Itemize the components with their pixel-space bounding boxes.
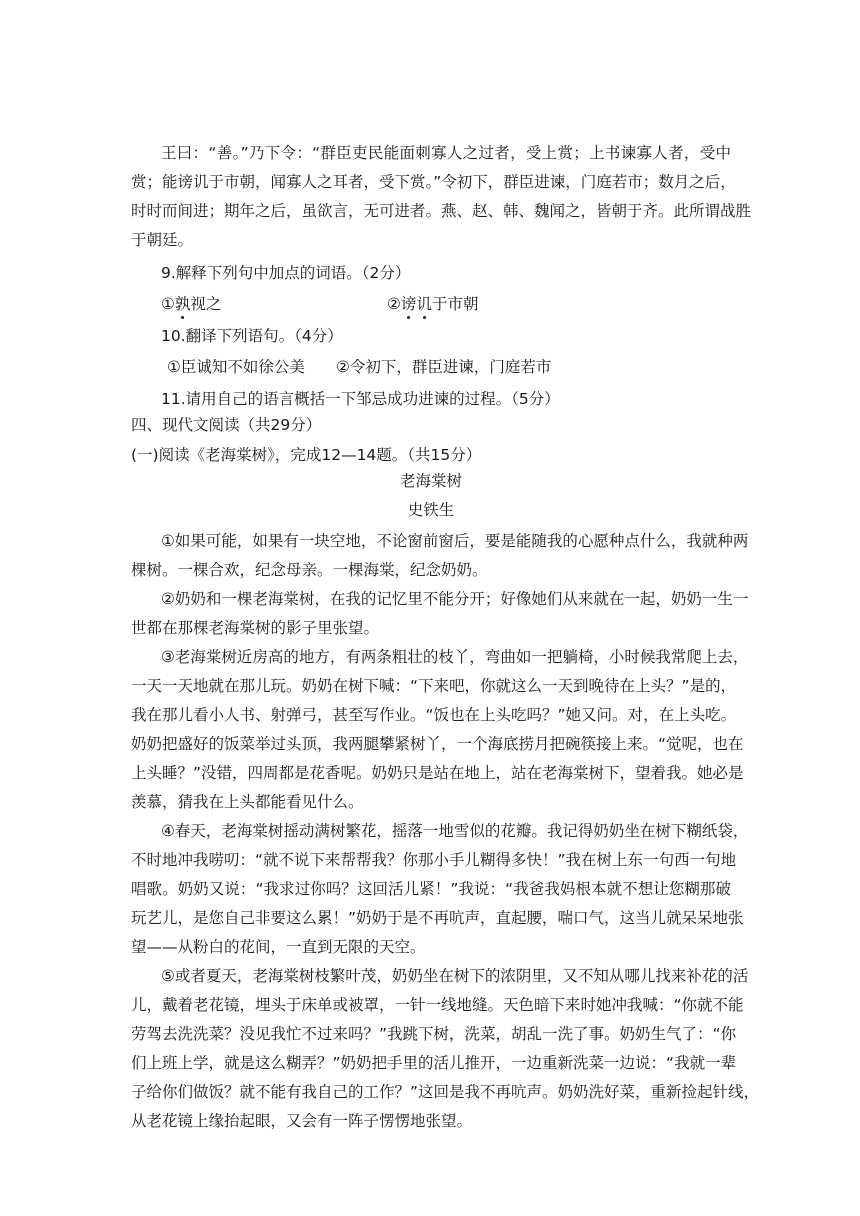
passage-line: 于朝廷。 [131,231,194,249]
article-line: 不时地冲我唠叨：“就不说下来帮帮我？你那小手儿糊得多快！”我在树上东一句西一句地 [131,851,737,869]
article-line: 上头睡？”没错，四周都是花香呢。奶奶只是站在地上，站在老海棠树下，望着我。她必是 [131,764,744,782]
article-line: ⑤或者夏天，老海棠树枝繁叶茂，奶奶坐在树下的浓阴里，又不知从哪儿找来补花的活 [161,967,749,985]
article-author: 史铁生 [407,501,455,519]
article-line: 从老花镜上缘抬起眼，又会有一阵子愣愣地张望。 [131,1112,473,1130]
article-line: 望——从粉白的花间，一直到无限的天空。 [131,938,426,956]
article-line: 羡慕，猜我在上头都能看见什么。 [131,793,364,811]
article-line: 唱歌。奶奶又说：“我求过你吗？这回活儿紧！”我说：“我爸我妈根本就不想让您糊那破 [131,880,731,898]
article-line: ②奶奶和一棵老海棠树，在我的记忆里不能分开；好像她们从来就在一起，奶奶一生一 [161,590,749,608]
item-number: ② [387,295,401,313]
question-9-item-b [387,294,478,314]
article-line: ①如果可能，如果有一块空地，不论窗前窗后，要是能随我的心愿种点什么，我就种两 [161,532,749,550]
dotted-word: 孰 [174,295,191,313]
article-line: 一天一天地就在那儿玩。奶奶在树下喊：“下来吧，你就这么一天到晚待在上头？”是的， [131,677,737,695]
article-line: 我在那儿看小人书、射弹弓，甚至写作业。“饭也在上头吃吗？”她又问。对，在上头吃。 [131,706,737,724]
question-11-stem: 11.请用自己的语言概括一下邹忌成功进谏的过程。（5分） [161,390,560,408]
article-line: 世都在那棵老海棠树的影子里张望。 [131,619,380,637]
article-line: 儿，戴着老花镜，埋头于床单或被罩，一针一线地缝。天色暗下来时她冲我喊：“你就不能 [131,996,744,1014]
article-line: ④春天，老海棠树摇动满树繁花，摇落一地雪似的花瓣。我记得奶奶坐在树下糊纸袋， [161,822,749,840]
question-9-stem: 9.解释下列句中加点的词语。（2分） [161,264,411,282]
passage-line: 王曰：“善。”乃下令：“群臣吏民能面刺寡人之过者，受上赏；上书谏寡人者，受中 [161,144,731,162]
question-10-item-b: ②令初下，群臣进谏，门庭若市 [336,358,552,376]
dotted-word: 谤 [400,295,417,313]
article-line: 奶奶把盛好的饭菜举过头顶，我两腿攀紧树丫，一个海底捞月把碗筷接上来。“觉呢，也在 [131,735,744,753]
article-line: 们上班上学，就是这么糊弄？”奶奶把手里的活儿推开，一边重新洗菜一边说：“我就一辈 [131,1054,737,1072]
section-subheading: (一)阅读《老海棠树》，完成12—14题。（共15分） [131,446,482,464]
question-10-item-a: ①臣诚知不如徐公美 [167,358,305,376]
article-line: 玩艺儿，是您自己非要这么累！”奶奶于是不再吭声，直起腰，喘口气，这当儿就呆呆地张 [131,909,744,927]
section-heading: 四、现代文阅读（共29分） [131,416,322,434]
question-10-stem: 10.翻译下列语句。（4分） [161,327,343,345]
passage-line: 赏；能谤讥于市朝，闻寡人之耳者，受下赏。”令初下，群臣进谏，门庭若市；数月之后， [131,173,736,191]
article-line: 子给你们做饭？就不能有我自己的工作？”这回是我不再吭声。奶奶洗好菜，重新捡起针线， [131,1083,760,1101]
passage-line: 时时而间进；期年之后，虽欲言，无可进者。燕、赵、韩、魏闻之，皆朝于齐。此所谓战胜 [131,202,752,220]
item-number: ① [161,295,175,313]
article-title: 老海棠树 [399,472,462,490]
item-text: 于市朝 [431,295,479,313]
question-9-item-a [161,294,221,314]
article-line: 劳驾去洗洗菜？没见我忙不过来吗？”我跳下树，洗菜，胡乱一洗了事。奶奶生气了：“你 [131,1025,737,1043]
article-line: 棵树。一棵合欢，纪念母亲。一棵海棠，纪念奶奶。 [131,561,488,579]
item-text: 视之 [190,295,222,313]
article-line: ③老海棠树近房高的地方，有两条粗壮的枝丫，弯曲如一把躺椅，小时候我常爬上去， [161,648,749,666]
dotted-word: 讥 [416,295,432,313]
